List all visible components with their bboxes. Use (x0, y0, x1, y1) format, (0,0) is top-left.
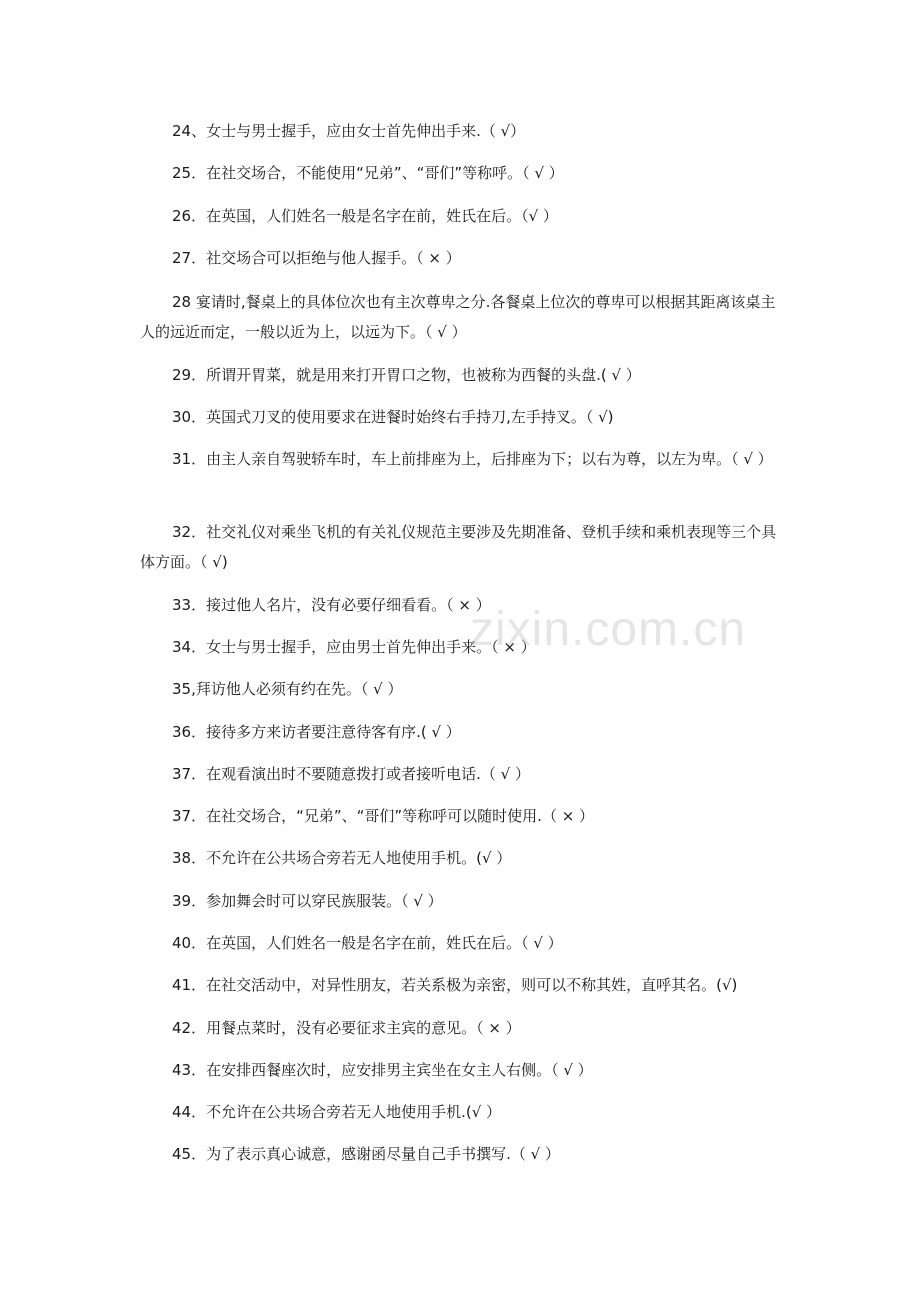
question-item-43: 43．在安排西餐座次时，应安排男主宾坐在女主人右侧。（ √ ） (172, 1061, 593, 1079)
question-item-40: 40．在英国，人们姓名一般是名字在前，姓氏在后。（ √ ） (172, 934, 563, 952)
question-item-34: 34．女士与男士握手，应由男士首先伸出手来。（ × ） (172, 638, 536, 656)
question-item-35: 35,拜访他人必须有约在先。（ √ ） (172, 680, 403, 698)
question-item-42: 42．用餐点菜时，没有必要征求主宾的意见。（ × ） (172, 1019, 521, 1037)
question-item-36: 36．接待多方来访者要注意待客有序.( √ ） (172, 723, 461, 741)
watermark: zixin.com.cn (470, 603, 747, 656)
question-item-28: 28 宴请时,餐桌上的具体位次也有主次尊卑之分.各餐桌上位次的尊卑可以根据其距离该桌主人的远近而定，一般以近为上，以远为下。（ √ ） (140, 293, 776, 341)
question-item-37b: 37．在社交场合，“兄弟”、“哥们”等称呼可以随时使用.（ × ） (172, 807, 595, 825)
question-item-45: 45．为了表示真心诚意，感谢函尽量自己手书撰写.（ √ ） (172, 1145, 560, 1163)
question-item-27: 27．社交场合可以拒绝与他人握手。（ × ） (172, 249, 461, 267)
question-item-39: 39．参加舞会时可以穿民族服装。（ √ ） (172, 892, 443, 910)
question-item-32: 32．社交礼仪对乘坐飞机的有关礼仪规范主要涉及先期准备、登机手续和乘机表现等三个具体方面。（ √) (140, 523, 777, 571)
question-item-38: 38．不允许在公共场合旁若无人地使用手机。(√ ） (172, 849, 512, 867)
question-item-33: 33．接过他人名片，没有必要仔细看看。（ × ） (172, 596, 491, 614)
question-item-29: 29．所谓开胃菜，就是用来打开胃口之物，也被称为西餐的头盘.( √ ） (172, 366, 641, 384)
question-item-24: 24、女士与男士握手，应由女士首先伸出手来.（ √） (172, 122, 526, 140)
question-item-37a: 37．在观看演出时不要随意拨打或者接听电话.（ √ ） (172, 765, 530, 783)
question-item-25: 25．在社交场合，不能使用“兄弟”、“哥们”等称呼。（ √ ） (172, 164, 564, 182)
question-item-31: 31．由主人亲自驾驶轿车时，车上前排座为上，后排座为下；以右为尊，以左为卑。（ √ ） (172, 450, 773, 468)
question-item-44: 44．不允许在公共场合旁若无人地使用手机.(√ ） (172, 1103, 502, 1121)
question-item-26: 26．在英国，人们姓名一般是名字在前，姓氏在后。（√ ） (172, 207, 558, 225)
question-item-41: 41．在社交活动中，对异性朋友，若关系极为亲密，则可以不称其姓，直呼其名。(√) (172, 976, 738, 994)
question-item-30: 30．英国式刀叉的使用要求在进餐时始终右手持刀,左手持叉。（ √) (172, 408, 614, 426)
